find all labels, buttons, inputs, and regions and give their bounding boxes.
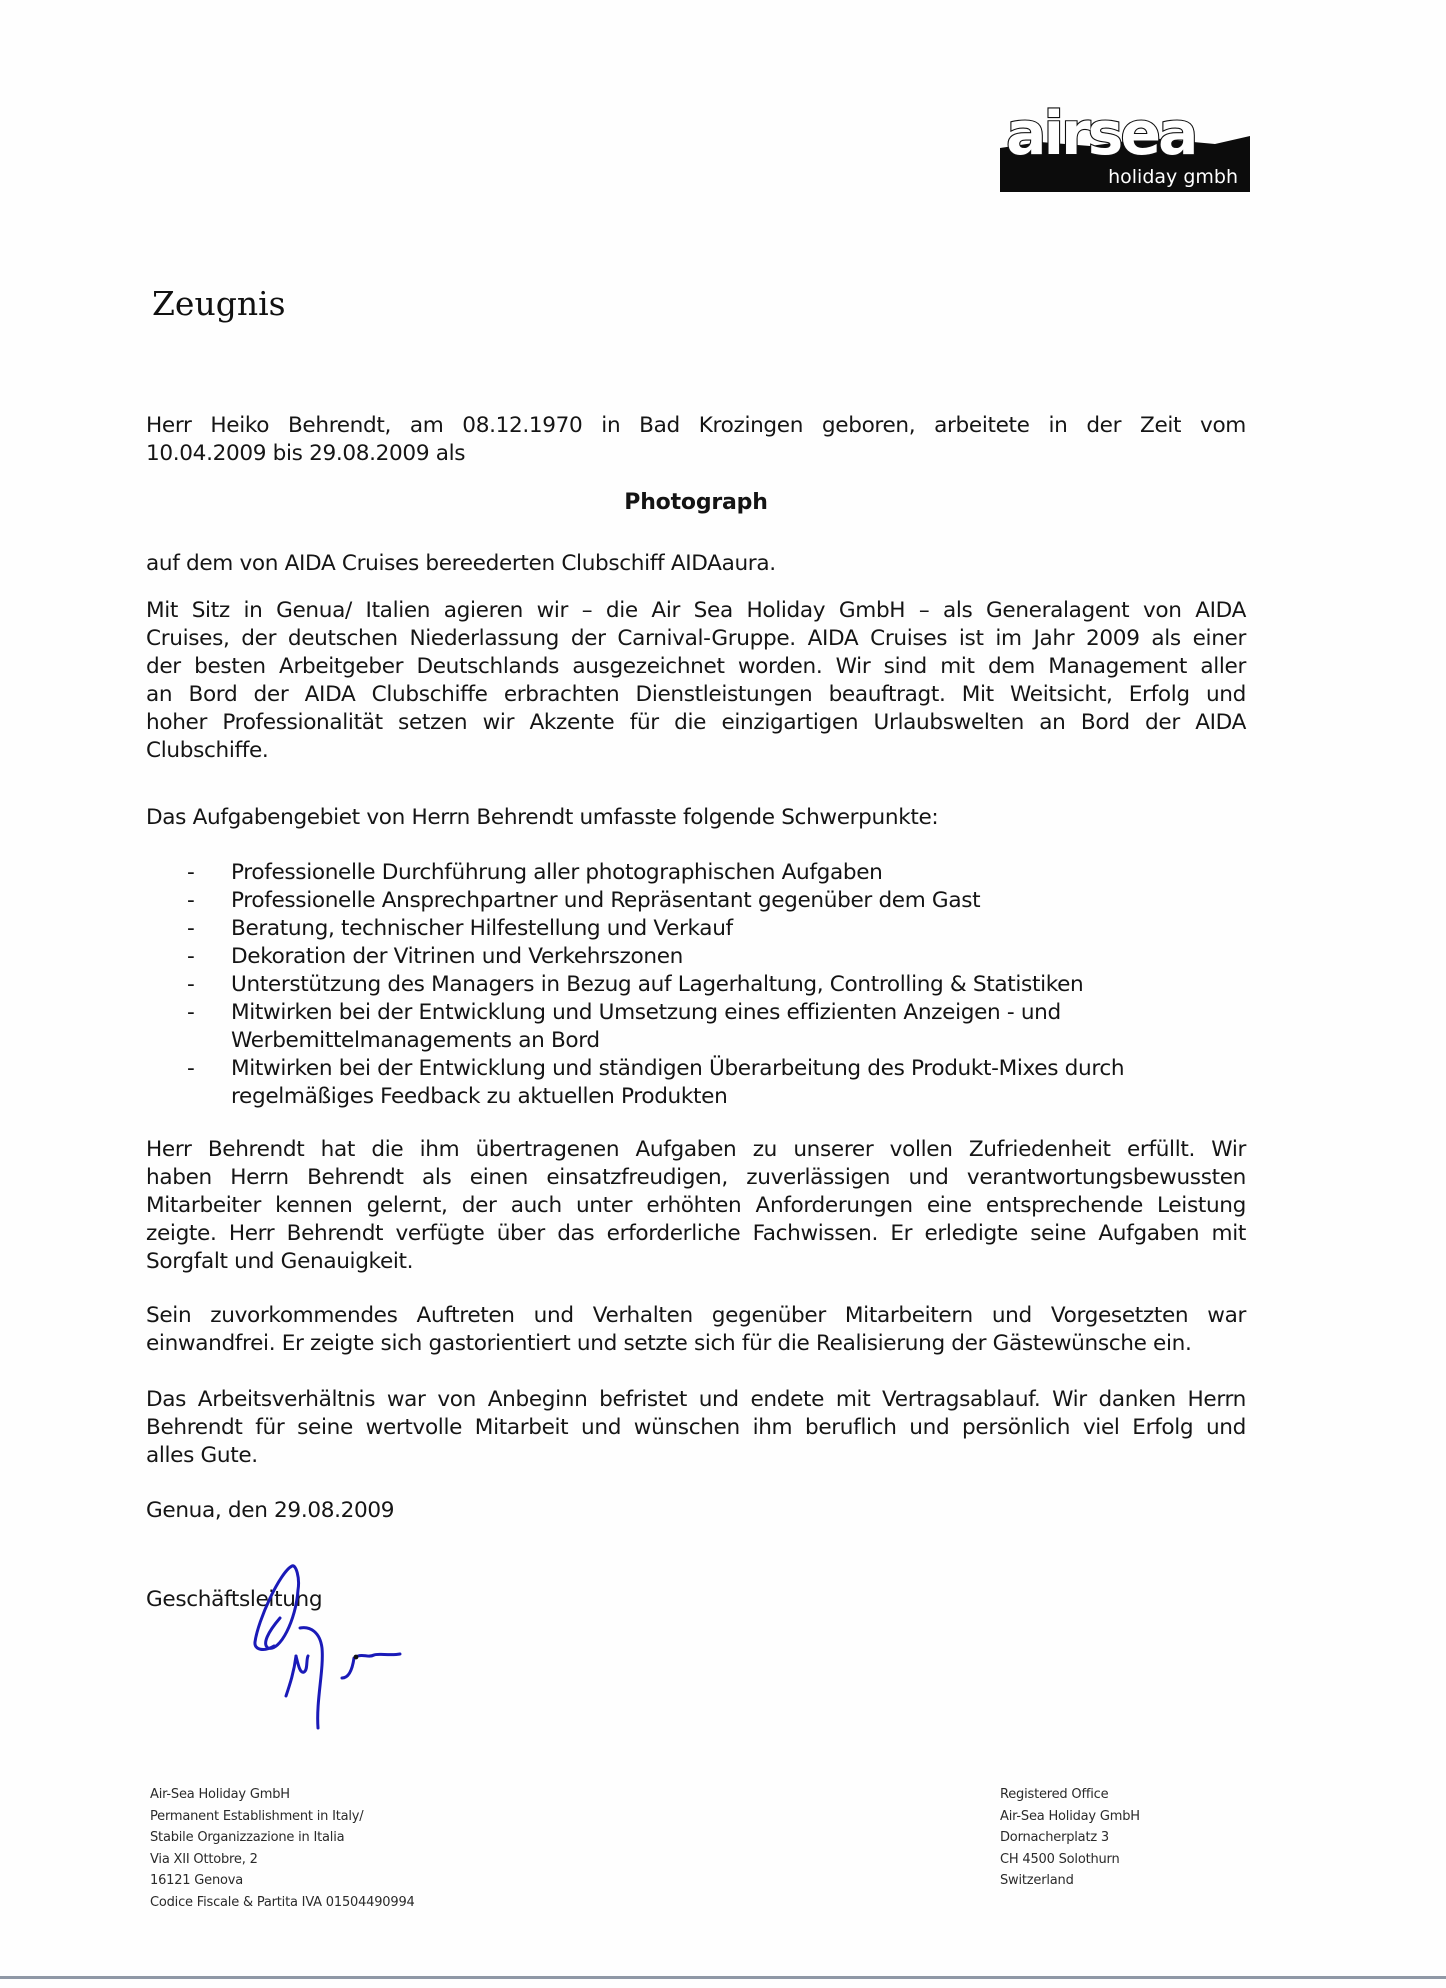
footer-italy-address (150, 1784, 415, 1913)
footer-line: 16121 Genova (150, 1873, 244, 1888)
text-line: Herr Behrendt hat die ihm übertragenen Aufgaben zu unserer vollen Zufriedenheit erfüllt. Wir (146, 1137, 1246, 1162)
text-line: Sorgfalt und Genauigkeit. (146, 1249, 414, 1274)
job-position: Photograph (624, 490, 768, 515)
list-item-text: Mitwirken bei der Entwicklung und Umsetzung eines effizienten Anzeigen - und (231, 1000, 1061, 1025)
text-line: einwandfrei. Er zeigte sich gastorientiert und setzte sich für die Realisierung der Gästewünsche ein. (146, 1331, 1192, 1356)
dash-bullet-icon: - (187, 916, 195, 941)
airsea-logo-icon (1000, 98, 1250, 193)
text-line: haben Herrn Behrendt als einen einsatzfreudigen, zuverlässigen und verantwortungsbewussten (146, 1165, 1246, 1190)
text-line: Das Arbeitsverhältnis war von Anbeginn befristet und endete mit Vertragsablauf. Wir danken Herrn (146, 1387, 1246, 1412)
dash-bullet-icon: - (187, 944, 195, 969)
footer-line: Via XII Ottobre, 2 (150, 1851, 258, 1867)
dash-bullet-icon: - (187, 860, 195, 885)
page-bottom-divider (0, 1976, 1446, 1979)
text-line: alles Gute. (146, 1443, 258, 1468)
text-line: der besten Arbeitgeber Deutschlands ausgezeichnet worden. Wir sind mit dem Management aller (146, 654, 1246, 679)
list-item (146, 1055, 1246, 1111)
document-title: Zeugnis (152, 284, 286, 323)
text-line: zeigte. Herr Behrendt verfügte über das erforderliche Fachwissen. Er erledigte seine Aufgaben mit (146, 1221, 1246, 1246)
footer-line: Registered Office (1000, 1787, 1109, 1802)
text-line: Behrendt für seine wertvolle Mitarbeit und wünschen ihm beruflich und persönlich viel Erfolg und (146, 1415, 1246, 1440)
list-item-text: Werbemittelmanagements an Bord (231, 1028, 600, 1053)
text-line: auf dem von AIDA Cruises bereederten Clubschiff AIDAaura. (146, 551, 776, 576)
footer-line: Permanent Establishment in Italy/ (150, 1808, 364, 1824)
performance-paragraph (146, 1136, 1246, 1276)
company-logo (1000, 98, 1250, 193)
text-line: Herr Heiko Behrendt, am 08.12.1970 in Bad Krozingen geboren, arbeitete in der Zeit vom (146, 413, 1246, 438)
footer-line: Stabile Organizzazione in Italia (150, 1830, 345, 1845)
text-line: Mit Sitz in Genua/ Italien agieren wir – die Air Sea Holiday GmbH – als Generalagent von AIDA (146, 598, 1246, 623)
task-list (146, 859, 1246, 1111)
list-item (146, 999, 1246, 1055)
text-line: Cruises, der deutschen Niederlassung der Carnival-Gruppe. AIDA Cruises ist im Jahr 2009 als einer (146, 626, 1246, 651)
dash-bullet-icon: - (187, 972, 195, 997)
logo-wordmark: airsea (1006, 99, 1196, 169)
footer-line: Codice Fiscale & Partita IVA 01504490994 (150, 1894, 415, 1910)
list-item-text: Unterstützung des Managers in Bezug auf Lagerhaltung, Controlling & Statistiken (231, 972, 1084, 997)
footer-line: Dornacherplatz 3 (1000, 1830, 1109, 1845)
list-item-text: regelmäßiges Feedback zu aktuellen Produkten (231, 1084, 728, 1109)
handwritten-signature-icon (240, 1560, 410, 1730)
list-item (146, 887, 1246, 915)
list-item-text: Dekoration der Vitrinen und Verkehrszonen (231, 944, 683, 969)
dash-bullet-icon: - (187, 1000, 195, 1025)
text-line: Genua, den 29.08.2009 (146, 1498, 395, 1523)
intro-paragraph (146, 412, 1246, 468)
text-line: Geschäftsleitung (146, 1587, 323, 1612)
ship-line (146, 550, 1246, 578)
list-item-text: Mitwirken bei der Entwicklung und ständigen Überarbeitung des Produkt-Mixes durch (231, 1056, 1125, 1081)
text-line: hoher Professionalität setzen wir Akzente für die einzigartigen Urlaubswelten an Bord der AIDA (146, 710, 1246, 735)
tasks-intro (146, 804, 1246, 832)
text-line: Mitarbeiter kennen gelernt, der auch unter erhöhten Anforderungen eine entsprechende Leistung (146, 1193, 1246, 1218)
list-item (146, 859, 1246, 887)
place-date (146, 1497, 1246, 1525)
list-item (146, 915, 1246, 943)
footer-line: Air-Sea Holiday GmbH (1000, 1808, 1140, 1824)
footer-line: CH 4500 Solothurn (1000, 1851, 1120, 1867)
footer-line: Air-Sea Holiday GmbH (150, 1787, 290, 1802)
list-item (146, 971, 1246, 999)
list-item-text: Professionelle Ansprechpartner und Repräsentant gegenüber dem Gast (231, 888, 981, 913)
closing-paragraph (146, 1386, 1246, 1470)
footer-line: Switzerland (1000, 1873, 1074, 1888)
text-line: Sein zuvorkommendes Auftreten und Verhalten gegenüber Mitarbeitern und Vorgesetzten war (146, 1303, 1246, 1328)
dash-bullet-icon: - (187, 888, 195, 913)
text-line: 10.04.2009 bis 29.08.2009 als (146, 441, 466, 466)
list-item-text: Professionelle Durchführung aller photographischen Aufgaben (231, 860, 883, 885)
company-paragraph (146, 597, 1246, 765)
list-item-text: Beratung, technischer Hilfestellung und Verkauf (231, 916, 733, 941)
list-item (146, 943, 1246, 971)
text-line: Das Aufgabengebiet von Herrn Behrendt umfasste folgende Schwerpunkte: (146, 805, 939, 830)
logo-tagline: holiday gmbh (1108, 166, 1238, 188)
text-line: an Bord der AIDA Clubschiffe erbrachten Dienstleistungen beauftragt. Mit Weitsicht, Erfolg und (146, 682, 1246, 707)
conduct-paragraph (146, 1302, 1246, 1358)
text-line: Clubschiffe. (146, 738, 269, 763)
dash-bullet-icon: - (187, 1056, 195, 1081)
footer-registered-office (1000, 1784, 1140, 1892)
